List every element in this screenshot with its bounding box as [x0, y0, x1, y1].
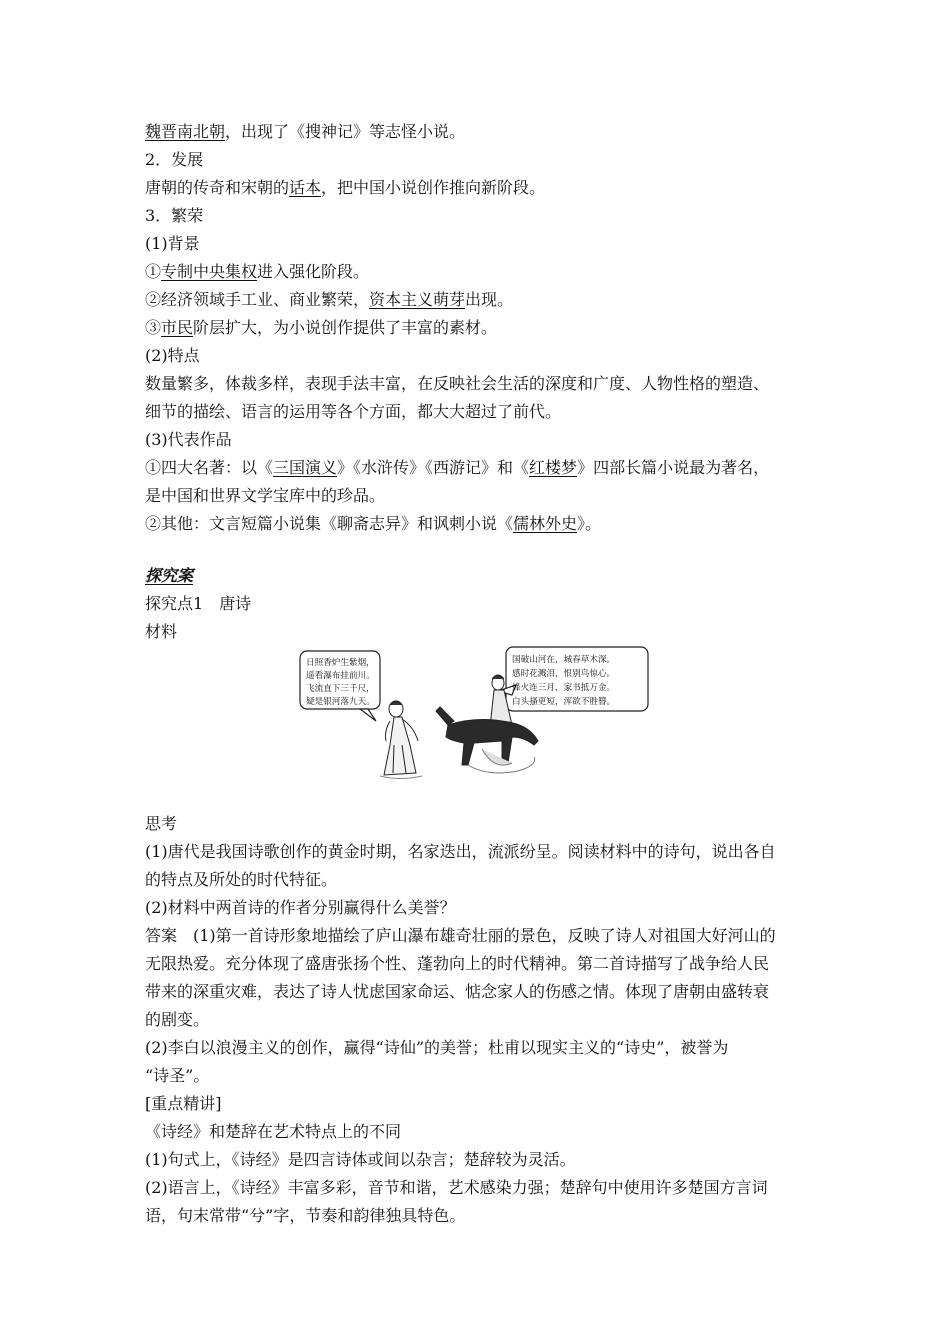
think-label: 思考 [145, 814, 178, 833]
text-line: (3)代表作品 [145, 430, 232, 449]
poets-illustration [298, 645, 653, 780]
left-poem-line: 遥看瀑布挂前川。 [306, 671, 375, 681]
left-poem-line: 飞流直下三千尺， [306, 684, 375, 694]
focus-text: (1)句式上，《诗经》是四言诗体或间以杂言；楚辞较为灵活。 [145, 1150, 576, 1169]
text-line: 魏晋南北朝，出现了《搜神记》等志怪小说。 [145, 122, 466, 141]
text-line: 3．繁荣 [145, 206, 204, 225]
answer-text: 无限热爱。充分体现了盛唐张扬个性、蓬勃向上的时代精神。第二首诗描写了战争给人民 [145, 954, 770, 973]
text-line: ③市民阶层扩大，为小说创作提供了丰富的素材。 [145, 318, 498, 337]
text-line: 是中国和世界文学宝库中的珍品。 [145, 486, 386, 505]
question-text: (1)唐代是我国诗歌创作的黄金时期，名家迭出，流派纷呈。阅读材料中的诗句，说出各自 [145, 842, 776, 861]
right-poem-line: 感时花溅泪，恨别鸟惊心。 [512, 669, 616, 679]
text-line: (2)特点 [145, 346, 200, 365]
focus-text: 语，句末常带“兮”字，节奏和韵律独具特色。 [145, 1206, 466, 1225]
point-title: 探究点1 唐诗 [145, 594, 252, 613]
right-poem-line: 白头搔更短，浑欲不胜簪。 [512, 697, 616, 707]
li-bai-figure [380, 701, 422, 779]
material-label: 材料 [145, 622, 178, 641]
answer-text: (2)李白以浪漫主义的创作，赢得“诗仙”的美誉；杜甫以现实主义的“诗史”，被誉为 [145, 1038, 729, 1057]
question-text: 的特点及所处的时代特征。 [145, 870, 338, 889]
text-line: ②其他：文言短篇小说集《聊斋志异》和讽刺小说《儒林外史》。 [145, 514, 602, 533]
text-line: ①专制中央集权进入强化阶段。 [145, 262, 370, 281]
answer-text: 答案 (1)第一首诗形象地描绘了庐山瀑布雄奇壮丽的景色，反映了诗人对祖国大好河山的 [145, 926, 776, 945]
answer-text: 的剧变。 [145, 1010, 210, 1029]
text-line: 数量繁多，体裁多样，表现手法丰富，在反映社会生活的深度和广度、人物性格的塑造、 [145, 374, 770, 393]
text-line: 2．发展 [145, 150, 204, 169]
answer-text: 带来的深重灾难，表达了诗人忧虑国家命运、惦念家人的伤感之情。体现了唐朝由盛转衰 [145, 982, 770, 1001]
question-text: (2)材料中两首诗的作者分别赢得什么美誉？ [145, 898, 456, 917]
answer-text: “诗圣”。 [145, 1066, 210, 1085]
text-line: (1)背景 [145, 234, 200, 253]
left-poem-line: 疑是银河落九天。 [306, 697, 375, 707]
focus-text: (2)语言上，《诗经》丰富多彩，音节和谐，艺术感染力强；楚辞句中使用许多楚国方言词 [145, 1178, 768, 1197]
focus-title: 《诗经》和楚辞在艺术特点上的不同 [145, 1122, 402, 1141]
section-heading: 探究案 [145, 566, 194, 585]
right-poem-line: 烽火连三月，家书抵万金。 [512, 683, 616, 693]
focus-label: [重点精讲] [145, 1094, 222, 1113]
left-poem-line: 日照香炉生紫烟， [306, 658, 375, 668]
text-line: 细节的描绘、语言的运用等各个方面，都大大超过了前代。 [145, 402, 562, 421]
text-line: ②经济领域手工业、商业繁荣，资本主义萌芽出现。 [145, 290, 514, 309]
text-line: 唐朝的传奇和宋朝的话本，把中国小说创作推向新阶段。 [145, 178, 546, 197]
text-line: ①四大名著：以《三国演义》《水浒传》《西游记》和《红楼梦》四部长篇小说最为著名， [145, 458, 770, 477]
right-poem-line: 国破山河在，城春草木深。 [512, 655, 616, 665]
